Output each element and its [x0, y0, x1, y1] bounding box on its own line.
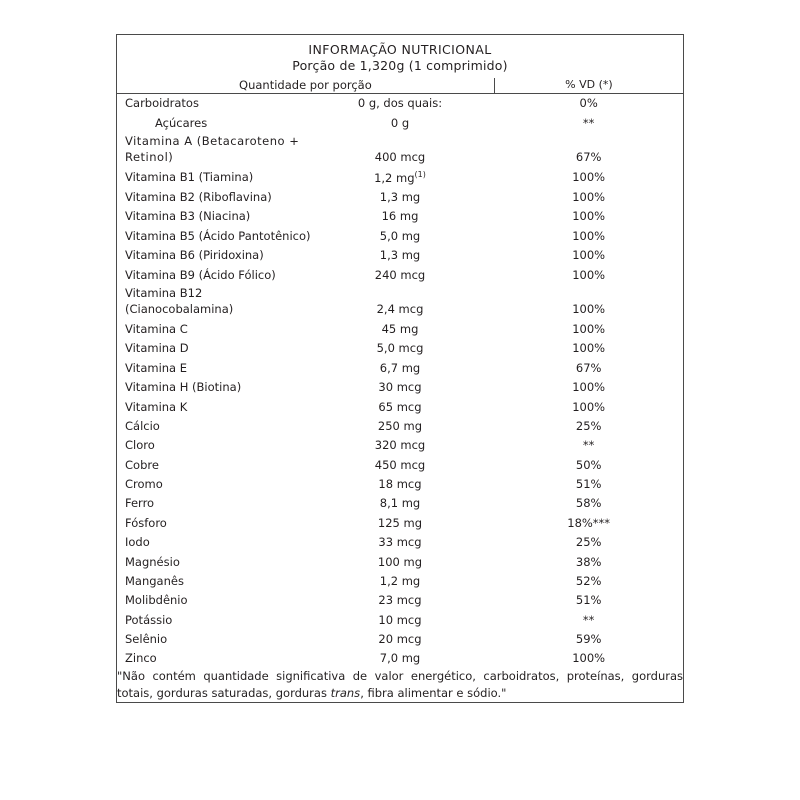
nutrient-amount: 45 mg	[381, 322, 419, 337]
nutrient-name: Açúcares	[155, 115, 208, 130]
nutrient-vd: 100%	[572, 399, 606, 414]
nutrient-vd: **	[582, 612, 595, 627]
nutrient-amount: 320 mcg	[374, 438, 426, 453]
table-row	[117, 358, 683, 377]
table-row	[117, 265, 683, 284]
nutrient-vd: 100%	[572, 248, 606, 263]
nutrient-vd: 100%	[572, 651, 606, 666]
nutrient-name: Vitamina B6 (Piridoxina)	[125, 248, 264, 263]
nutrient-amount: 1,2 mg	[379, 573, 421, 588]
nutrient-name: Vitamina K	[125, 399, 188, 414]
table-row	[117, 591, 683, 610]
nutrient-vd: 50%	[575, 457, 602, 472]
nutrient-amount: 240 mcg	[374, 267, 426, 282]
table-row	[117, 630, 683, 649]
table-row	[117, 494, 683, 513]
nutrient-name: Potássio	[125, 612, 173, 627]
nutrient-amount: 1,3 mg	[379, 190, 421, 205]
footnote-part2: , fibra alimentar e sódio."	[360, 685, 507, 700]
nutrition-table	[117, 35, 683, 702]
table-row	[117, 167, 683, 187]
nutrient-name: Vitamina B3 (Niacina)	[125, 209, 251, 224]
serving-size: Porção de 1,320g (1 comprimido)	[292, 57, 508, 73]
nutrient-name: Zinco	[125, 651, 157, 666]
nutrient-amount: 10 mcg	[378, 612, 422, 627]
table-row	[117, 436, 683, 455]
column-header-row	[117, 78, 683, 93]
nutrient-vd: 67%	[575, 360, 602, 375]
nutrient-amount: 8,1 mg	[379, 496, 421, 511]
nutrient-name: Vitamina B9 (Ácido Fólico)	[125, 267, 276, 282]
footnote-marker: (1)	[414, 169, 426, 179]
nutrient-name: Vitamina C	[125, 322, 188, 337]
nutrient-vd: 100%	[572, 267, 606, 282]
nutrient-name: Ferro	[125, 496, 155, 511]
nutrient-amount: 5,0 mcg	[376, 341, 424, 356]
amount-column-header: Quantidade por porção	[239, 78, 372, 93]
footnote-part1: "Não contém quantidade significativa de valor energético, carboidratos, proteínas, gorduras totais, gorduras saturadas, gorduras	[117, 669, 683, 700]
nutrient-vd: **	[582, 115, 595, 130]
nutrient-amount: 250 mg	[377, 418, 423, 433]
table-row	[117, 533, 683, 552]
nutrient-vd: 25%	[575, 535, 602, 550]
nutrient-vd: 58%	[575, 496, 602, 511]
nutrient-amount: 20 mcg	[378, 632, 422, 647]
nutrient-name: Manganês	[125, 573, 184, 588]
vd-column-header: % VD (*)	[494, 78, 683, 93]
nutrient-amount: 450 mcg	[374, 457, 426, 472]
nutrient-name: Magnésio	[125, 554, 180, 569]
nutrient-vd: 100%	[572, 190, 606, 205]
panel-title: INFORMAÇÃO NUTRICIONAL	[308, 42, 492, 57]
nutrient-vd: 38%	[575, 554, 602, 569]
nutrient-name: Vitamina B2 (Riboflavina)	[125, 190, 272, 205]
nutrient-name: Cloro	[125, 438, 155, 453]
nutrient-name: Cromo	[125, 477, 163, 492]
nutrient-name: Vitamina A (Betacaroteno + Retinol)	[125, 134, 300, 164]
header-title-row	[117, 35, 683, 58]
nutrient-name: Cobre	[125, 457, 159, 472]
nutrient-amount: 18 mcg	[378, 477, 422, 492]
nutrient-vd: 18%***	[567, 515, 611, 530]
nutrient-amount: 100 mg	[377, 554, 423, 569]
nutrient-vd: 100%	[572, 209, 606, 224]
nutrient-vd: 67%	[575, 150, 602, 165]
nutrient-vd: 25%	[575, 418, 602, 433]
nutrient-name: Carboidratos	[117, 93, 306, 113]
nutrient-name: Selênio	[125, 632, 168, 647]
nutrient-vd: 51%	[575, 593, 602, 608]
table-row	[117, 284, 683, 319]
nutrient-name: Cálcio	[125, 418, 160, 433]
nutrient-name: Vitamina H (Biotina)	[125, 380, 242, 395]
nutrient-amount: 7,0 mg	[379, 651, 421, 666]
table-row	[117, 455, 683, 474]
table-row	[117, 113, 683, 132]
table-row	[117, 552, 683, 571]
nutrient-amount: 30 mcg	[378, 380, 422, 395]
table-row	[117, 226, 683, 245]
nutrient-vd: 100%	[572, 228, 606, 243]
nutrition-facts-panel	[116, 34, 684, 703]
table-row	[117, 571, 683, 590]
table-row	[117, 378, 683, 397]
nutrient-vd: 100%	[572, 322, 606, 337]
nutrient-amount: 6,7 mg	[379, 360, 421, 375]
nutrient-name: Vitamina E	[125, 360, 188, 375]
nutrient-amount: 65 mcg	[378, 399, 422, 414]
nutrient-name: Molibdênio	[125, 593, 188, 608]
nutrient-amount: 5,0 mg	[379, 228, 421, 243]
table-row	[117, 207, 683, 226]
nutrient-amount: 16 mg	[381, 209, 419, 224]
table-row	[117, 320, 683, 339]
nutrient-name: Vitamina B12 (Cianocobalamina)	[125, 286, 234, 316]
nutrient-amount: 33 mcg	[378, 535, 422, 550]
header-subtitle-row	[117, 58, 683, 79]
table-row	[117, 132, 683, 167]
nutrient-vd: 51%	[575, 477, 602, 492]
nutrient-amount: 0 g	[390, 115, 410, 130]
nutrient-name: Iodo	[125, 535, 150, 550]
nutrient-name: Fósforo	[125, 515, 167, 530]
table-row	[117, 93, 683, 113]
nutrition-table-body	[117, 35, 683, 702]
nutrient-vd: 59%	[575, 632, 602, 647]
table-row	[117, 649, 683, 668]
table-row	[117, 610, 683, 629]
table-row	[117, 475, 683, 494]
nutrient-name: Vitamina D	[125, 341, 189, 356]
nutrient-name: Vitamina B1 (Tiamina)	[125, 169, 254, 184]
nutrient-amount: 2,4 mcg	[376, 302, 424, 317]
table-row	[117, 513, 683, 532]
table-row	[117, 188, 683, 207]
nutrient-amount-value: 1,2 mg	[374, 170, 415, 185]
footnote-row	[117, 668, 683, 701]
nutrient-name: Vitamina B5 (Ácido Pantotênico)	[125, 228, 311, 243]
nutrient-amount	[306, 167, 495, 187]
nutrient-vd: 52%	[575, 573, 602, 588]
footnote-italic: trans	[330, 685, 361, 700]
table-row	[117, 246, 683, 265]
table-row	[117, 397, 683, 416]
nutrient-amount: 125 mg	[377, 515, 423, 530]
table-row	[117, 339, 683, 358]
nutrient-amount: 1,3 mg	[379, 248, 421, 263]
nutrient-amount: 0 g, dos quais:	[306, 93, 495, 113]
nutrient-vd: 100%	[572, 380, 606, 395]
nutrient-amount: 400 mcg	[374, 150, 426, 165]
nutrient-amount: 23 mcg	[378, 593, 422, 608]
nutrient-vd: 0%	[494, 93, 683, 113]
table-row	[117, 416, 683, 435]
nutrient-vd: 100%	[572, 341, 606, 356]
nutrient-vd: 100%	[572, 302, 606, 317]
nutrient-vd: **	[582, 438, 595, 453]
nutrient-vd: 100%	[572, 169, 606, 184]
footnote-text	[117, 668, 683, 701]
